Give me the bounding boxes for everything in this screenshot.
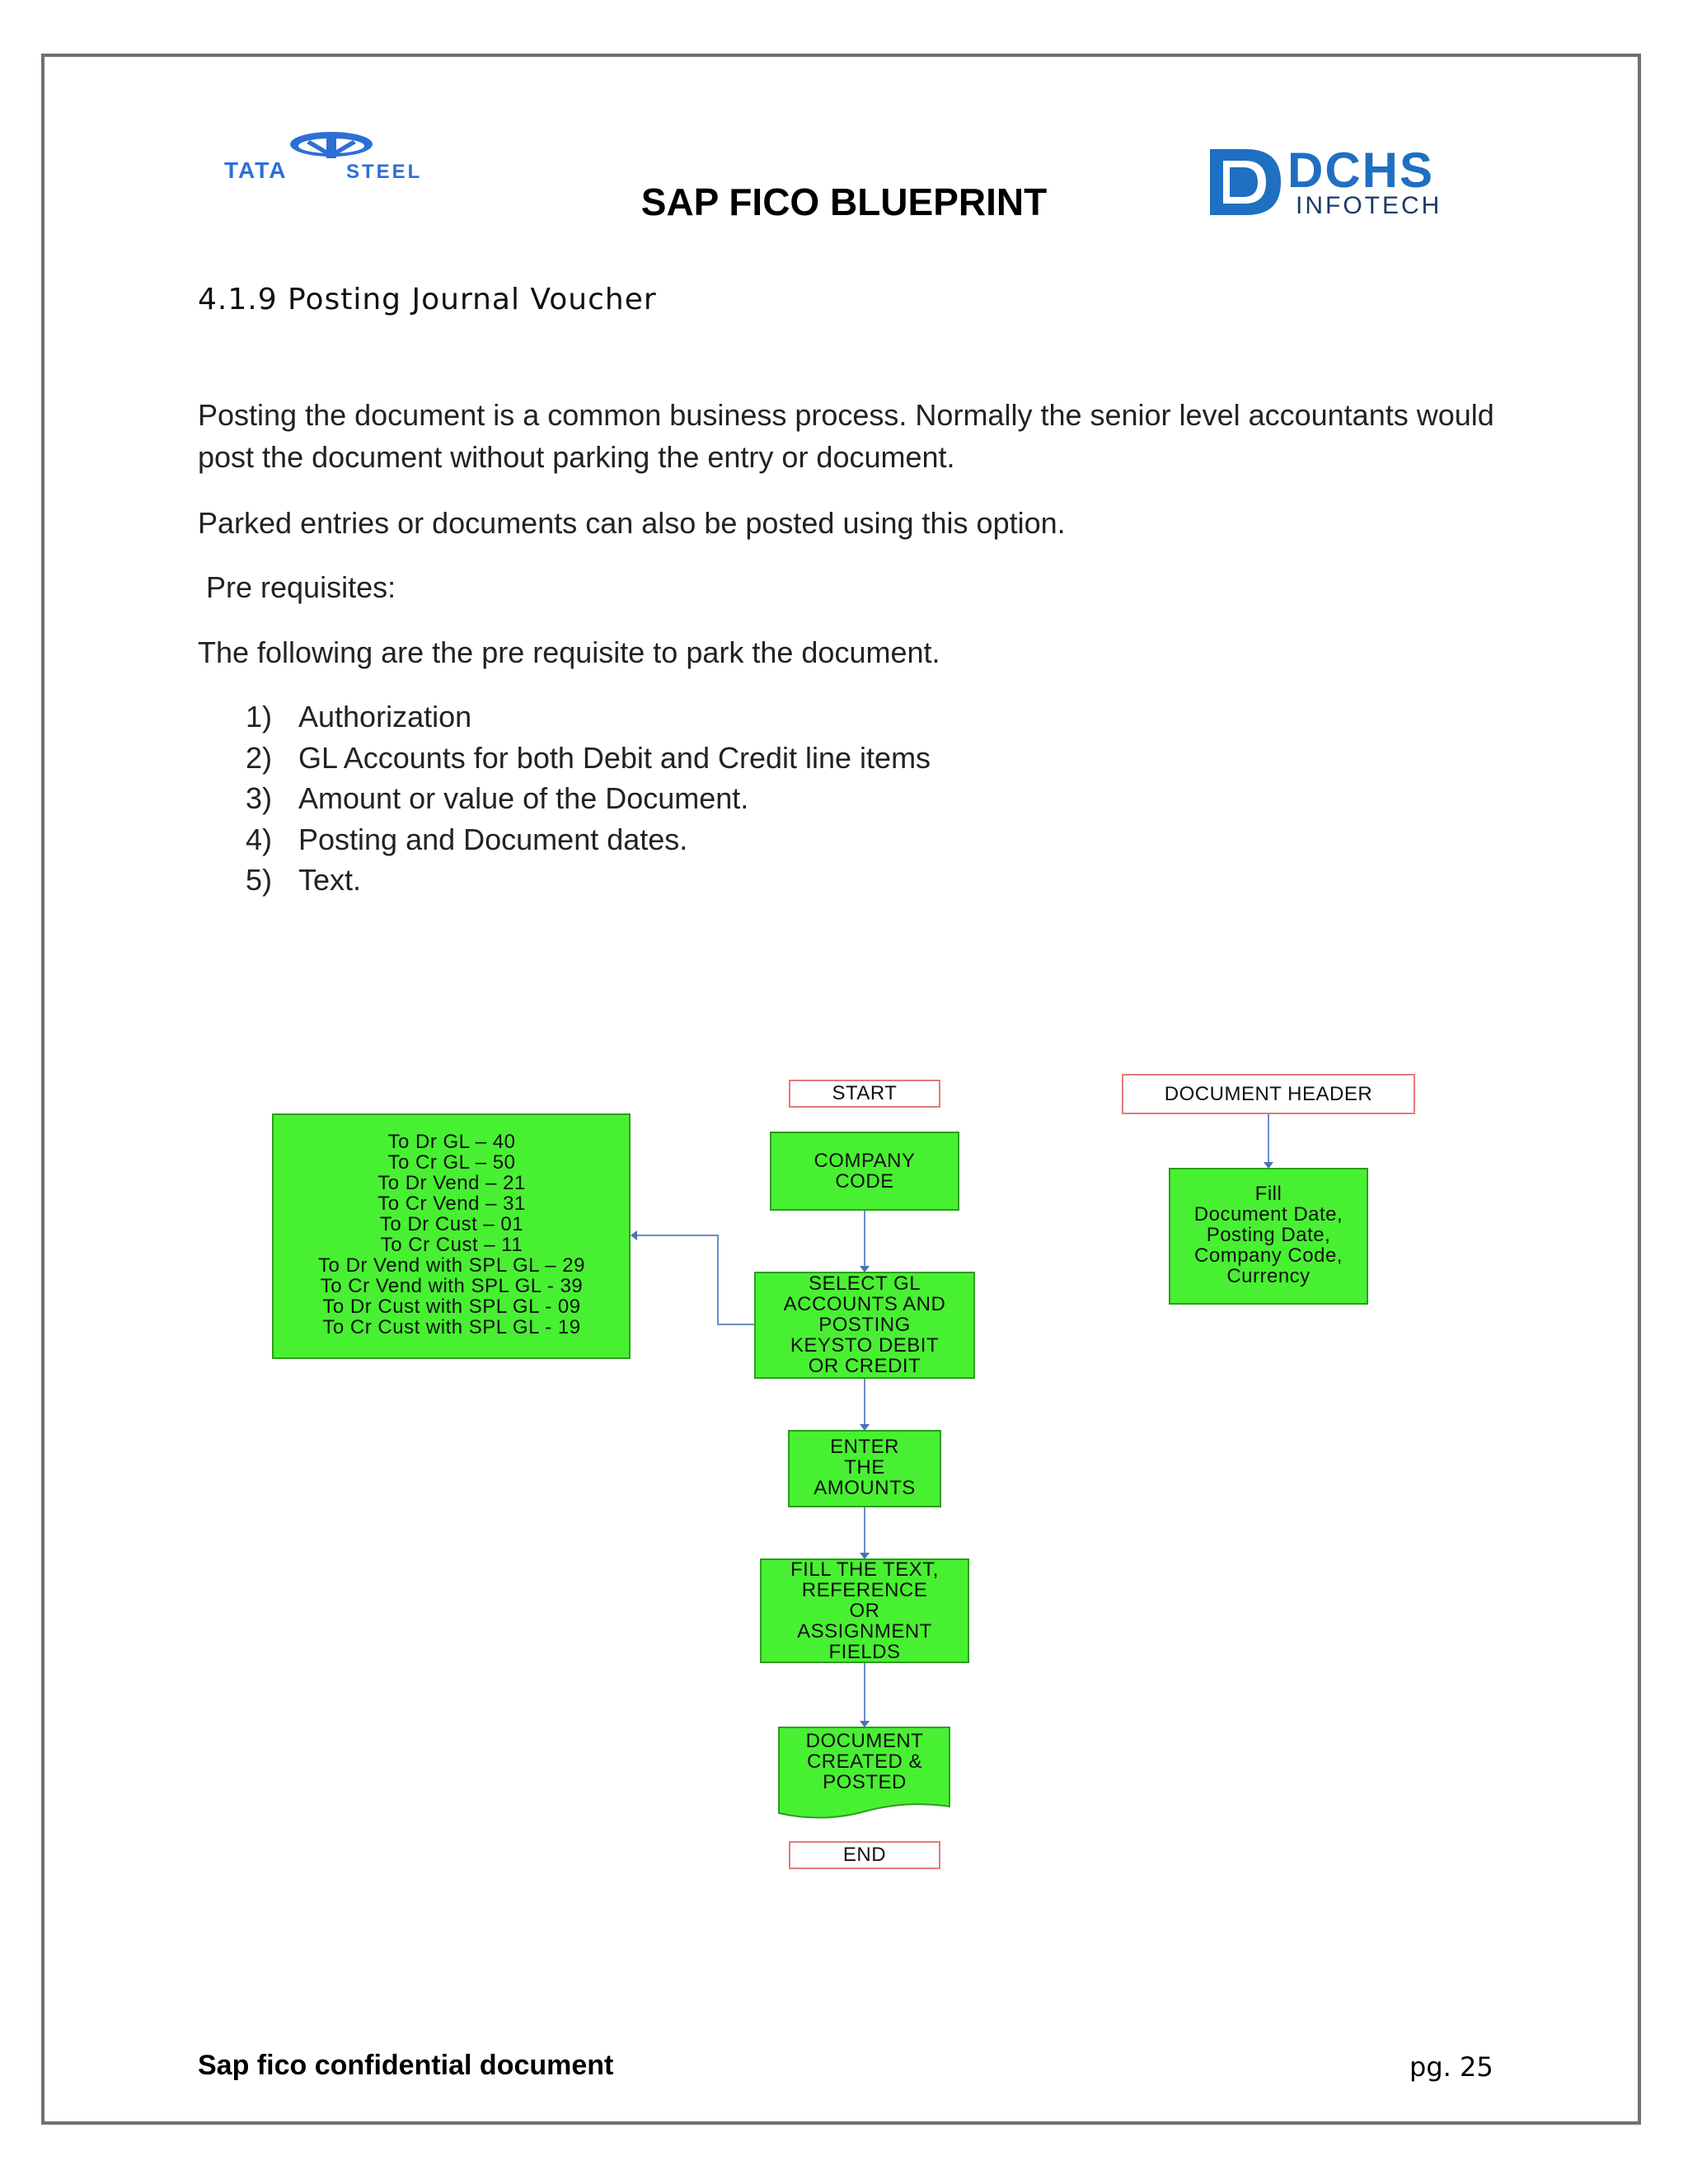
prerequisites-intro: The following are the pre requisite to park the document. — [198, 635, 940, 669]
prerequisites-label: Pre requisites: — [198, 570, 396, 604]
select-gl-line: SELECT GL — [808, 1272, 921, 1295]
section-heading: 4.1.9 Posting Journal Voucher — [198, 283, 657, 316]
company-code-line: COMPANY — [814, 1150, 916, 1172]
select-gl-line: OR CREDIT — [808, 1355, 921, 1377]
enter-amounts-line: THE — [844, 1456, 885, 1479]
intro-paragraph: Posting the document is a common business process. Normally the senior level accountants would post the document without parking the entry or document. — [198, 398, 1494, 474]
document-created-line: POSTED — [823, 1771, 907, 1793]
list-item: 5) Text. — [246, 863, 362, 897]
document-header-label: DOCUMENT HEADER — [1164, 1083, 1373, 1105]
enter-amounts-line: AMOUNTS — [814, 1477, 916, 1499]
posting-key-line: To Cr Cust – 11 — [380, 1234, 523, 1256]
header-fill-line: Document Date, — [1193, 1203, 1343, 1226]
document-created-line: DOCUMENT — [805, 1730, 924, 1752]
arrowhead — [860, 1721, 870, 1727]
arrowhead — [631, 1230, 637, 1240]
posting-key-line: To Cr Vend with SPL GL - 39 — [320, 1275, 584, 1297]
list-item: 2) GL Accounts for both Debit and Credit line items — [246, 740, 931, 775]
svg-text:INFOTECH: INFOTECH — [1296, 192, 1442, 218]
list-item: 4) Posting and Document dates. — [246, 822, 688, 856]
enter-amounts-line: ENTER — [830, 1436, 899, 1458]
posting-key-line: To Dr GL – 40 — [387, 1131, 516, 1153]
svg-text:STEEL: STEEL — [346, 161, 423, 183]
connector-select-to-keys — [637, 1235, 755, 1324]
svg-text:TATA: TATA — [224, 157, 288, 183]
start-label: START — [832, 1082, 898, 1104]
select-gl-line: ACCOUNTS AND — [783, 1293, 946, 1315]
posting-key-line: To Dr Cust – 01 — [379, 1213, 524, 1235]
posting-key-line: To Dr Vend with SPL GL – 29 — [318, 1254, 585, 1277]
svg-text:DCHS: DCHS — [1287, 144, 1435, 198]
list-item: 3) Amount or value of the Document. — [246, 781, 749, 815]
end-label: END — [842, 1844, 887, 1866]
posting-key-line: To Dr Cust with SPL GL - 09 — [322, 1296, 581, 1318]
fill-text-line: FIELDS — [828, 1641, 901, 1663]
arrowhead — [860, 1424, 870, 1431]
fill-text-line: ASSIGNMENT — [797, 1620, 932, 1643]
arrowhead — [860, 1266, 870, 1272]
parked-entries-paragraph: Parked entries or documents can also be posted using this option. — [198, 506, 1066, 540]
posting-key-line: To Cr Vend – 31 — [377, 1193, 526, 1215]
header-fill-line: Fill — [1254, 1183, 1282, 1205]
arrowhead — [1264, 1162, 1273, 1169]
header-fill-line: Posting Date, — [1206, 1224, 1331, 1246]
list-item: 1) Authorization — [246, 700, 472, 733]
posting-key-line: To Cr GL – 50 — [387, 1151, 516, 1174]
document-created-line: CREATED & — [806, 1750, 923, 1773]
fill-text-line: REFERENCE — [801, 1579, 928, 1601]
fill-text-line: FILL THE TEXT, — [790, 1558, 939, 1581]
page-number: pg. 25 — [1409, 2051, 1493, 2083]
fill-text-line: OR — [849, 1600, 880, 1622]
header-fill-line: Company Code, — [1194, 1244, 1343, 1267]
header-fill-line: Currency — [1226, 1265, 1311, 1287]
select-gl-line: POSTING — [818, 1314, 911, 1336]
company-code-line: CODE — [835, 1170, 894, 1193]
posting-key-line: To Cr Cust with SPL GL - 19 — [322, 1316, 581, 1338]
footer-confidential: Sap fico confidential document — [198, 2050, 614, 2081]
posting-key-line: To Dr Vend – 21 — [377, 1172, 526, 1194]
select-gl-line: KEYSTO DEBIT — [790, 1334, 940, 1357]
document-title: SAP FICO BLUEPRINT — [640, 180, 1048, 223]
